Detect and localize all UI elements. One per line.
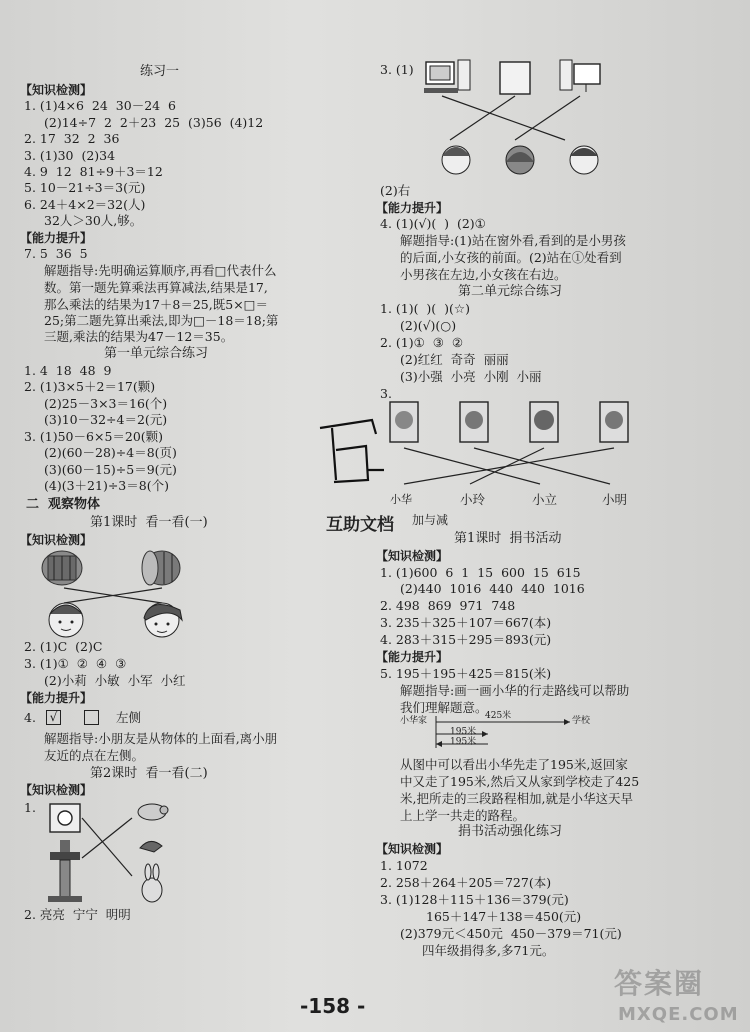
answer-line: 1. (1)( )( )(☆) — [380, 301, 470, 316]
explanation-line: 的后面,小女孩的前面。(2)站在①处看到 — [400, 250, 622, 265]
answer-line: 3. (1)30 (2)34 — [24, 148, 116, 163]
answer-line: 165＋147＋138＝450(元) — [426, 909, 582, 924]
pig-icon — [138, 804, 168, 820]
answer-line: 左侧 — [116, 710, 142, 725]
answer-line: (2)红红 奇奇 丽丽 — [400, 352, 509, 367]
bird-icon — [140, 841, 162, 852]
handwritten-stamp: 互助文档 — [326, 515, 394, 535]
cabinet-back-icon — [500, 62, 530, 94]
explanation-line: 解题指导:小朋友是从物体的上面看,离小朋 — [44, 731, 278, 746]
watermark-url: MXQE.COM — [618, 1004, 739, 1025]
explanation-line: 米,把所走的三段路程相加,就是小华这天早 — [400, 791, 633, 806]
explanation-line: 中又走了195米,然后又从家到学校走了425 — [400, 774, 640, 789]
monkey-photo-2-icon — [460, 402, 488, 442]
monkey-photo-3-icon — [530, 402, 558, 442]
explanation-line: 解题指导:先明确运算顺序,再看□代表什么 — [44, 263, 277, 278]
answer-line: 6. 24＋4×2＝32(人) — [24, 197, 146, 212]
answer-line: (2)25－3×3＝16(个) — [44, 396, 168, 411]
name-label: 小立 — [532, 492, 558, 507]
answer-line: 2. 17 32 2 36 — [24, 131, 120, 146]
answer-line: 2. (1)3×5＋2＝17(颗) — [24, 379, 156, 394]
ability-heading: 【能力提升】 — [20, 231, 93, 245]
ability-heading: 【能力提升】 — [376, 201, 449, 215]
section-title: 第1课时 看一看(一) — [90, 515, 208, 530]
answer-line: 1. (1)600 6 1 15 600 15 615 — [380, 565, 581, 580]
explanation-line: 数。第一题先算乘法再算减法,结果是17, — [44, 280, 268, 295]
section-title: 练习一 — [140, 64, 180, 79]
section-title: 第2课时 看一看(二) — [90, 766, 208, 781]
explanation-line: 三题,乘法的结果为47－12＝35。 — [44, 329, 234, 344]
answer-line: 7. 5 36 5 — [24, 246, 88, 261]
answer-line: 3. 235＋325＋107＝667(本) — [380, 615, 552, 630]
section-title: 第二单元综合练习 — [458, 284, 563, 299]
answer-line: 3. (1)128＋115＋136＝379(元) — [380, 892, 569, 907]
answer-line: 4. 283＋315＋295＝893(元) — [380, 632, 552, 647]
girl-head-icon — [506, 146, 534, 174]
tower-side-view-icon — [48, 840, 82, 902]
answer-line: (2)440 1016 440 440 1016 — [400, 581, 585, 596]
unit-heading: 二 观察物体 — [26, 497, 101, 512]
answer-line: 1. 1072 — [380, 858, 428, 873]
explanation-line: 上上学一共走的路程。 — [400, 808, 526, 823]
handwritten-note: 加与减 — [412, 513, 449, 527]
question-number: 3. — [380, 386, 392, 401]
answer-line: 5. 195＋195＋425＝815(米) — [380, 666, 552, 681]
section-title: 第1课时 捐书活动 — [454, 531, 562, 546]
answer-line: 3. (1) — [380, 62, 414, 77]
answer-line: (2)右 — [380, 183, 411, 198]
answer-line: 5. 10－21÷3＝3(元) — [24, 180, 146, 195]
answer-line: 4. (1)(√)( ) (2)① — [380, 216, 486, 231]
explanation-line: 解题指导:画一画小华的行走路线可以帮助 — [400, 683, 630, 698]
diagram-school-label: 学校 — [572, 716, 591, 726]
answer-line: 2. 258＋264＋205＝727(本) — [380, 875, 552, 890]
boy-face-icon — [49, 603, 83, 637]
question-number: 1. — [24, 800, 36, 815]
ability-heading: 【能力提升】 — [376, 650, 449, 664]
answer-line: (2)小莉 小敏 小军 小红 — [44, 673, 186, 688]
answer-line: 3. (1)① ② ④ ③ — [24, 656, 127, 671]
boy-head-icon — [442, 146, 470, 174]
answer-line: 2. (1)① ③ ② — [380, 335, 464, 350]
route-diagram — [436, 720, 576, 750]
tower-top-view-icon — [50, 804, 80, 832]
object-view-matching-figure — [40, 798, 200, 908]
knowledge-check-heading: 【知识检测】 — [376, 549, 449, 563]
answer-line: (3)10－32÷4＝2(元) — [44, 412, 168, 427]
answer-line: 四年级捐得多,多71元。 — [422, 943, 555, 958]
answer-line: (2)14÷7 2 2＋23 25 (3)56 (4)12 — [44, 115, 264, 130]
name-label: 小明 — [602, 492, 628, 507]
answer-line: (4)(3＋21)÷3＝8(个) — [44, 478, 169, 493]
answer-line: (2)(√)(○) — [400, 318, 457, 333]
explanation-line: 友近的点在左侧。 — [44, 748, 145, 763]
checked-box: √ — [46, 710, 61, 725]
diagram-distance-425: 425米 — [485, 711, 512, 721]
answer-line: 2. (1)C (2)C — [24, 639, 103, 654]
answer-line: 2. 亮亮 宁宁 明明 — [24, 907, 131, 922]
ability-heading: 【能力提升】 — [20, 691, 93, 705]
section-title: 捐书活动强化练习 — [458, 824, 563, 839]
name-label: 小玲 — [460, 492, 486, 507]
explanation-line: 那么乘法的结果为17＋8＝25,既5×□＝ — [44, 297, 268, 312]
drum-front-icon — [42, 551, 82, 585]
knowledge-check-heading: 【知识检测】 — [20, 533, 93, 547]
knowledge-check-heading: 【知识检测】 — [20, 83, 93, 97]
knowledge-check-heading: 【知识检测】 — [376, 842, 449, 856]
explanation-line: 解题指导:(1)站在窗外看,看到的是小男孩 — [400, 233, 626, 248]
answer-line: (2)379元＜450元 450－379＝71(元) — [400, 926, 622, 941]
watermark-logo: 答案圈 — [614, 967, 705, 1000]
page-number: -158 - — [300, 994, 366, 1018]
section-title: 第一单元综合练习 — [104, 346, 209, 361]
answer-line: (3)(60－15)÷5＝9(元) — [44, 462, 177, 477]
child-head-icon — [570, 146, 598, 174]
answer-line: 4. 9 12 81÷9＋3＝12 — [24, 164, 163, 179]
handwritten-label: 小华 — [390, 493, 412, 506]
explanation-line: 小男孩在左边,小女孩在右边。 — [400, 267, 567, 282]
empty-box — [84, 710, 99, 725]
explanation-line: 从图中可以看出小华先走了195米,返回家 — [400, 757, 628, 772]
monkey-matching-figure — [390, 398, 670, 493]
monkey-photo-4-icon — [600, 402, 628, 442]
question-number: 4. — [24, 710, 36, 725]
knowledge-check-heading: 【知识检测】 — [20, 783, 93, 797]
diagram-distance-195a: 195米 — [450, 727, 477, 737]
rabbit-icon — [142, 864, 162, 902]
answer-line: 2. 498 869 971 748 — [380, 598, 516, 613]
computer-back-icon — [560, 60, 600, 92]
answer-line: 1. 4 18 48 9 — [24, 363, 112, 378]
answer-line: 3. (1)50－6×5＝20(颗) — [24, 429, 164, 444]
computer-icon — [424, 60, 470, 93]
answer-line: 1. (1)4×6 24 30－24 6 — [24, 98, 176, 113]
answer-line: (3)小强 小亮 小刚 小丽 — [400, 369, 542, 384]
window-view-matching-figure — [420, 58, 620, 178]
explanation-line: 25;第二题先算出乘法,即为□－18＝18;第 — [44, 313, 279, 328]
diagram-distance-195b: 195米 — [450, 737, 477, 747]
answer-line: (2)(60－28)÷4＝8(页) — [44, 445, 177, 460]
answer-line: 32人＞30人,够。 — [44, 213, 143, 228]
explanation-line: 我们理解题意。 — [400, 700, 488, 715]
girl-face-icon — [144, 603, 182, 637]
view-matching-figure — [40, 548, 200, 643]
drum-side-icon — [142, 551, 180, 585]
diagram-home-label: 小华家 — [400, 716, 428, 726]
